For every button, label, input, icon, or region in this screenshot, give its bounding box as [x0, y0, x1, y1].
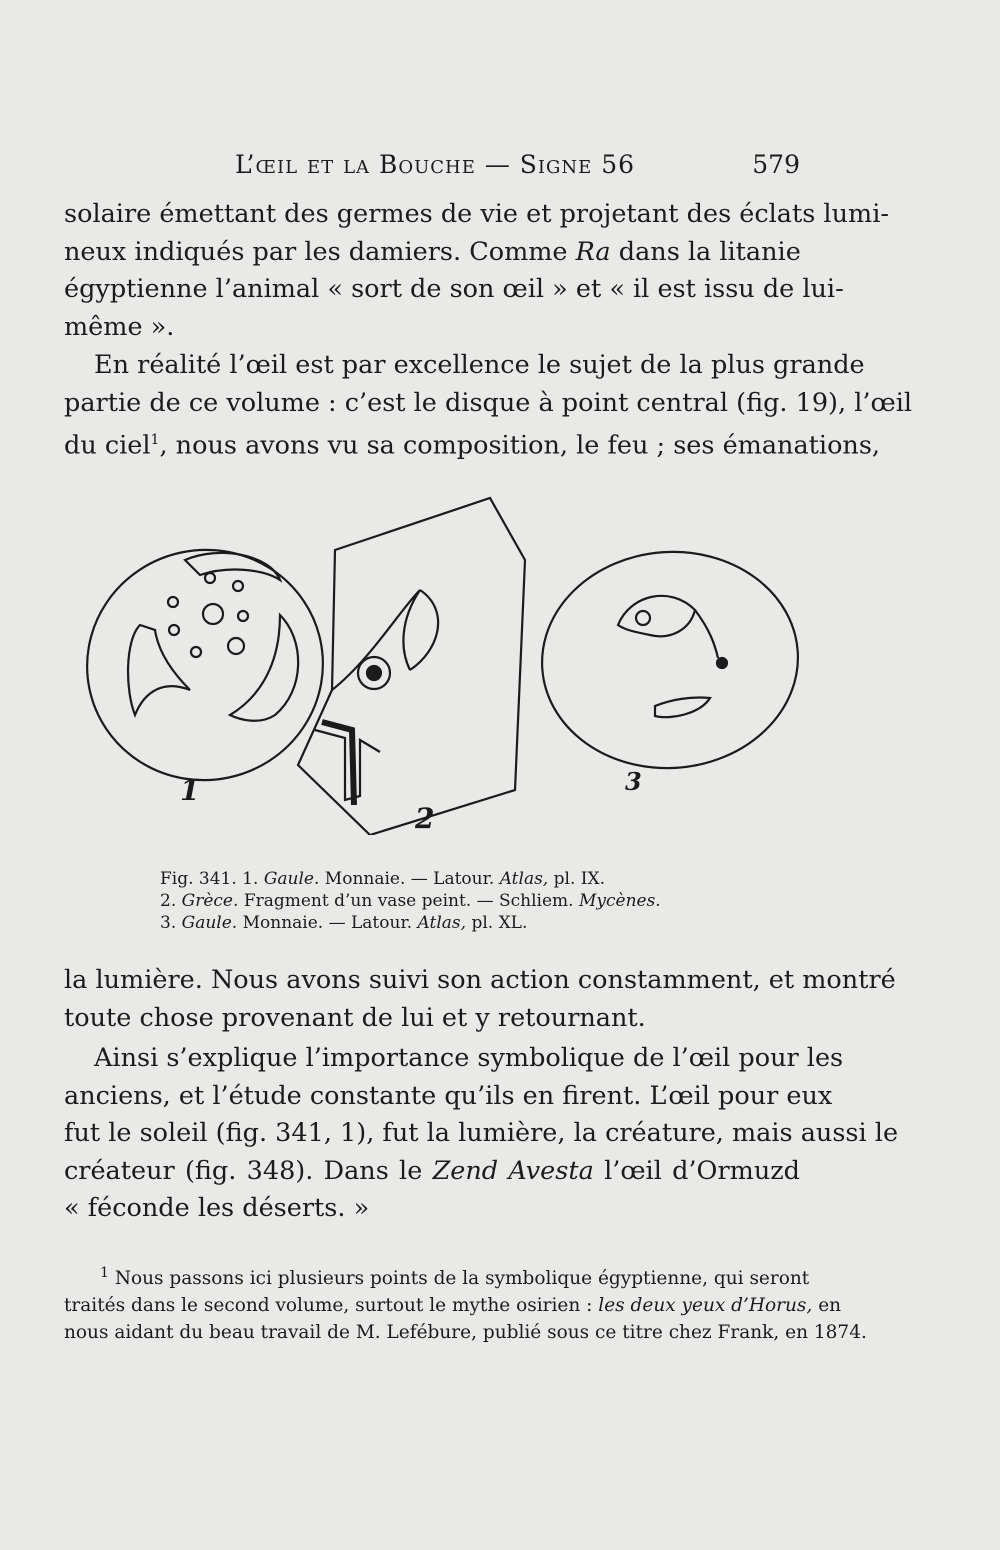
figure-label-3: 3	[625, 767, 642, 796]
paragraph-1	[64, 196, 889, 346]
footnote	[64, 1260, 867, 1346]
caption-italic: Atlas,	[499, 869, 549, 889]
caption-text: pl. IX.	[553, 869, 605, 889]
caption-text: Monnaie. — Latour.	[242, 913, 413, 933]
text-segment: , nous avons vu sa composition, le feu ; ses émanations,	[159, 430, 881, 461]
caption-text: Fragment d’un vase peint. — Schliem.	[243, 891, 574, 911]
figure-illustration	[70, 490, 800, 835]
footnote-italic: les deux yeux d’Horus,	[598, 1295, 813, 1317]
caption-italic: Gaule.	[181, 913, 238, 933]
caption-line-2	[160, 890, 720, 912]
text-line: fut le soleil (fig. 341, 1), fut la lumière, la créature, mais aussi le	[64, 1118, 899, 1148]
text-segment: dans la litanie	[618, 236, 801, 267]
text-line: la lumière. Nous avons suivi son action constamment, et montré	[64, 965, 896, 995]
fragment-2-drawing	[298, 498, 525, 835]
caption-italic: Gaule.	[263, 869, 320, 889]
text-line: même ».	[64, 311, 175, 342]
caption-text: Monnaie. — Latour.	[324, 869, 495, 889]
text-line: « féconde les déserts. »	[64, 1193, 370, 1223]
figure-label-1: 1	[180, 774, 200, 807]
text-line: toute chose provenant de lui et y retournant.	[64, 1002, 646, 1033]
caption-text: 3.	[160, 913, 177, 933]
figure-label-2: 2	[415, 802, 435, 835]
italic-ra: Ra	[575, 236, 611, 267]
footnote-line	[64, 1292, 842, 1319]
text-line: partie de ce volume : c’est le disque à point central (fig. 19), l’œil	[64, 387, 912, 418]
footnote-line: nous aidant du beau travail de M. Lefébure, publié sous ce titre chez Frank, en 1874.	[64, 1322, 867, 1344]
caption-text: pl. XL.	[471, 913, 528, 933]
paragraph-3	[64, 962, 896, 1037]
footnote-text: Nous passons ici plusieurs points de la symbolique égyptienne, qui seront	[114, 1268, 810, 1290]
figure-caption	[160, 868, 720, 934]
text-segment: créateur (fig. 348). Dans le	[64, 1155, 423, 1186]
text-line	[64, 234, 800, 272]
text-line: En réalité l’œil est par excellence le sujet de la plus grande	[94, 350, 865, 380]
text-line: anciens, et l’étude constante qu’ils en firent. L’œil pour eux	[64, 1080, 833, 1111]
footnote-line	[64, 1260, 810, 1292]
text-segment: du ciel	[64, 430, 151, 461]
caption-text: 2.	[160, 891, 177, 911]
text-line	[64, 422, 881, 465]
footnote-reference: 1	[150, 432, 160, 448]
header-title: L’œil et la Bouche — Signe 56	[234, 150, 636, 179]
caption-line-1	[160, 868, 720, 890]
coin-3-drawing	[535, 543, 800, 776]
footnote-text: traités dans le second volume, surtout le mythe osirien :	[64, 1295, 593, 1317]
text-segment: l’œil d’Ormuzd	[604, 1155, 800, 1186]
caption-italic: Atlas,	[417, 913, 467, 933]
caption-italic: Grèce.	[181, 891, 239, 911]
footnote-marker: 1	[100, 1265, 109, 1281]
running-header	[70, 150, 800, 186]
text-line: égyptienne l’animal « sort de son œil » et « il est issu de lui-	[64, 274, 844, 304]
text-line: Ainsi s’explique l’importance symbolique de l’œil pour les	[94, 1043, 844, 1073]
footnote-text: en	[818, 1295, 842, 1317]
caption-italic: Mycènes.	[578, 891, 661, 911]
page-number: 579	[752, 150, 800, 179]
paragraph-2	[64, 347, 912, 465]
text-segment: neux indiqués par les damiers. Comme	[64, 236, 568, 267]
text-line	[64, 1153, 800, 1191]
caption-line-3	[160, 912, 720, 934]
paragraph-4	[64, 1040, 899, 1228]
caption-text: Fig. 341. 1.	[160, 869, 259, 889]
coin-1-drawing	[70, 528, 344, 802]
text-line: solaire émettant des germes de vie et projetant des éclats lumi-	[64, 199, 889, 229]
italic-zend-avesta: Zend Avesta	[432, 1155, 594, 1186]
